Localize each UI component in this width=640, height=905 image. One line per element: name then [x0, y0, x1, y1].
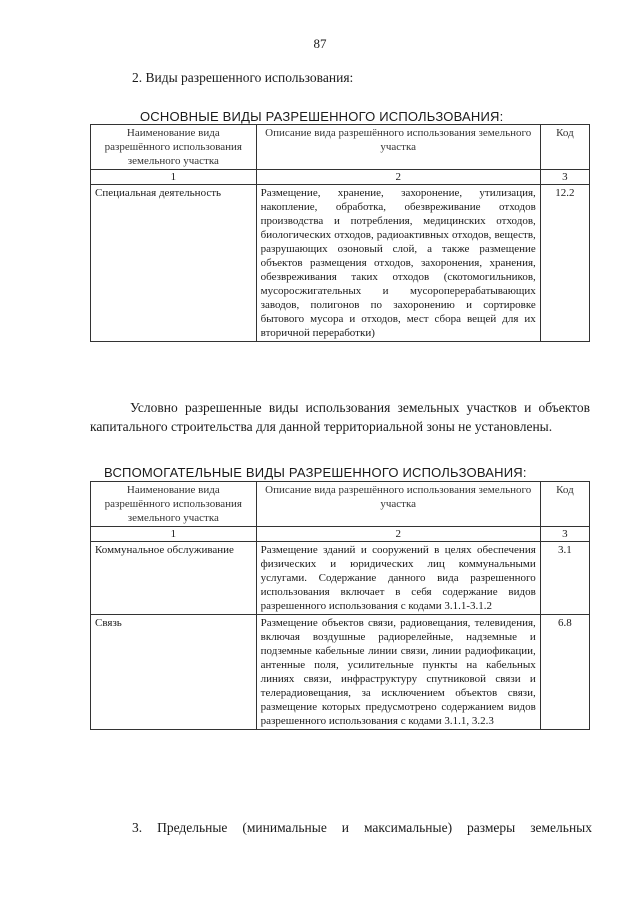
- use-description: Размещение зданий и сооружений в целях обеспечения физических и юридических лиц коммунальными услугами. Содержание данного вида разрешенного использования включает в себя содержание видов разрешенного использования с кодами 3.1.1-3.1.2: [256, 542, 540, 615]
- table-header-row: [91, 125, 590, 170]
- section-2-heading: 2. Виды разрешенного использования:: [132, 70, 354, 85]
- header-description: Описание вида разрешённого использования земельного участка: [256, 482, 540, 527]
- column-number: 2: [256, 527, 540, 542]
- main-uses-table: [90, 124, 590, 342]
- main-uses-caption: ОСНОВНЫЕ ВИДЫ РАЗРЕШЕННОГО ИСПОЛЬЗОВАНИЯ:: [140, 109, 504, 124]
- column-number: 1: [91, 170, 257, 185]
- use-code: 6.8: [540, 615, 589, 730]
- aux-uses-caption: ВСПОМОГАТЕЛЬНЫЕ ВИДЫ РАЗРЕШЕННОГО ИСПОЛЬЗОВАНИЯ:: [104, 465, 527, 480]
- column-number-row: [91, 527, 590, 542]
- column-number: 3: [540, 527, 589, 542]
- header-description: Описание вида разрешённого использования земельного участка: [256, 125, 540, 170]
- page-number: 87: [313, 36, 327, 51]
- table-row: [91, 185, 590, 342]
- header-code: Код: [540, 482, 589, 527]
- table-header-row: [91, 482, 590, 527]
- use-code: 3.1: [540, 542, 589, 615]
- use-code: 12.2: [540, 185, 589, 342]
- table-row: [91, 615, 590, 730]
- column-number-row: [91, 170, 590, 185]
- conditional-uses-text: Условно разрешенные виды использования земельных участков и объектов капитального строительства для данной территориальной зоны не установлены.: [90, 400, 590, 434]
- table-row: [91, 542, 590, 615]
- column-number: 1: [91, 527, 257, 542]
- header-name: Наименование вида разрешённого использования земельного участка: [91, 125, 257, 170]
- header-code: Код: [540, 125, 589, 170]
- use-description: Размещение, хранение, захоронение, утилизация, накопление, обработка, обезвреживание отходов производства и потребления, медицинских отходов, биологических отходов, радиоактивных отходов, веществ, разрушающих озоновый слой, а также размещение объектов размещения отходов, захоронения, хранения, обезвреживания таких отходов (скотомогильников, мусоросжигательных и мусороперерабатывающих заводов, полигонов по захоронению и сортировке бытового мусора и отходов, мест сбора вещей для их вторичной переработки): [256, 185, 540, 342]
- use-name: Коммунальное обслуживание: [91, 542, 257, 615]
- use-name: Специальная деятельность: [91, 185, 257, 342]
- header-name: Наименование вида разрешённого использования земельного участка: [91, 482, 257, 527]
- section-3-heading: 3. Предельные (минимальные и максимальные) размеры земельных: [132, 820, 592, 835]
- use-description: Размещение объектов связи, радиовещания, телевидения, включая воздушные радиорелейные, надземные и подземные кабельные линии связи, линии радиофикации, антенные поля, усилительные пункты на кабельных линиях связи, инфраструктуру спутниковой связи и телерадиовещания, за исключением объектов связи, размещение которых предусмотрено содержанием видов разрешенного использования с кодами 3.1.1, 3.2.3: [256, 615, 540, 730]
- conditional-uses-paragraph: [90, 398, 590, 436]
- aux-uses-table: [90, 481, 590, 730]
- column-number: 3: [540, 170, 589, 185]
- column-number: 2: [256, 170, 540, 185]
- use-name: Связь: [91, 615, 257, 730]
